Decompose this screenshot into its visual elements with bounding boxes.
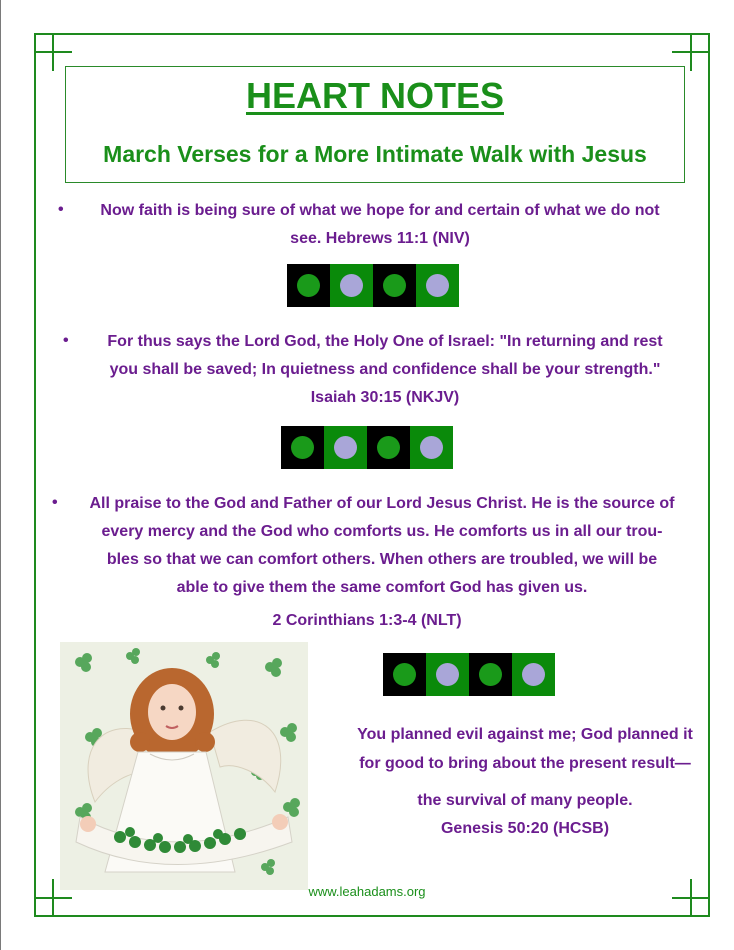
angel-illustration [60, 642, 308, 890]
verse-3 [62, 490, 702, 602]
title-box [65, 66, 685, 183]
verse-4-line-3: the survival of many people. [417, 792, 633, 809]
page-subtitle: March Verses for a More Intimate Walk with Jesus [103, 141, 647, 167]
verse-4-line-1: You planned evil against me; God planned it [357, 726, 693, 743]
verse-3-reference: 2 Corinthians 1:3-4 (NLT) [272, 612, 462, 629]
divider-strip-1 [287, 264, 459, 307]
verse-3-line-3: bles so that we can comfort others. When others are troubled, we will be [106, 551, 658, 568]
verse-4-reference: Genesis 50:20 (HCSB) [440, 820, 610, 837]
verse-4-line-2: for good to bring about the present result— [359, 755, 691, 772]
verse-3-line-4: able to give them the same comfort God has given us. [176, 579, 588, 596]
verse-3-line-2: every mercy and the God who comforts us. He comforts us in all our trou- [101, 523, 663, 540]
divider-strip-2 [281, 426, 453, 469]
verse-4 [315, 720, 734, 815]
page-title: HEART NOTES [245, 75, 504, 116]
bullet-verse-3: • [52, 494, 58, 511]
verse-1 [70, 197, 690, 253]
verse-2-line-2: you shall be saved; In quietness and confidence shall be your strength." [109, 361, 661, 378]
footer-website: www.leahadams.org [308, 884, 426, 899]
bullet-verse-2: • [63, 332, 69, 349]
verse-1-line-2: see. Hebrews 11:1 (NIV) [290, 230, 470, 247]
verse-1-line-1: Now faith is being sure of what we hope for and certain of what we do not [100, 202, 660, 219]
divider-strip-3 [383, 653, 555, 696]
angel-image [60, 642, 308, 890]
verse-2 [75, 328, 695, 412]
bullet-verse-1: • [58, 201, 64, 218]
verse-2-line-1: For thus says the Lord God, the Holy One of Israel: "In returning and rest [107, 333, 663, 350]
verse-3-line-1: All praise to the God and Father of our Lord Jesus Christ. He is the source of [89, 495, 675, 512]
verse-2-line-3: Isaiah 30:15 (NKJV) [310, 389, 460, 406]
page-left-edge [0, 0, 1, 950]
